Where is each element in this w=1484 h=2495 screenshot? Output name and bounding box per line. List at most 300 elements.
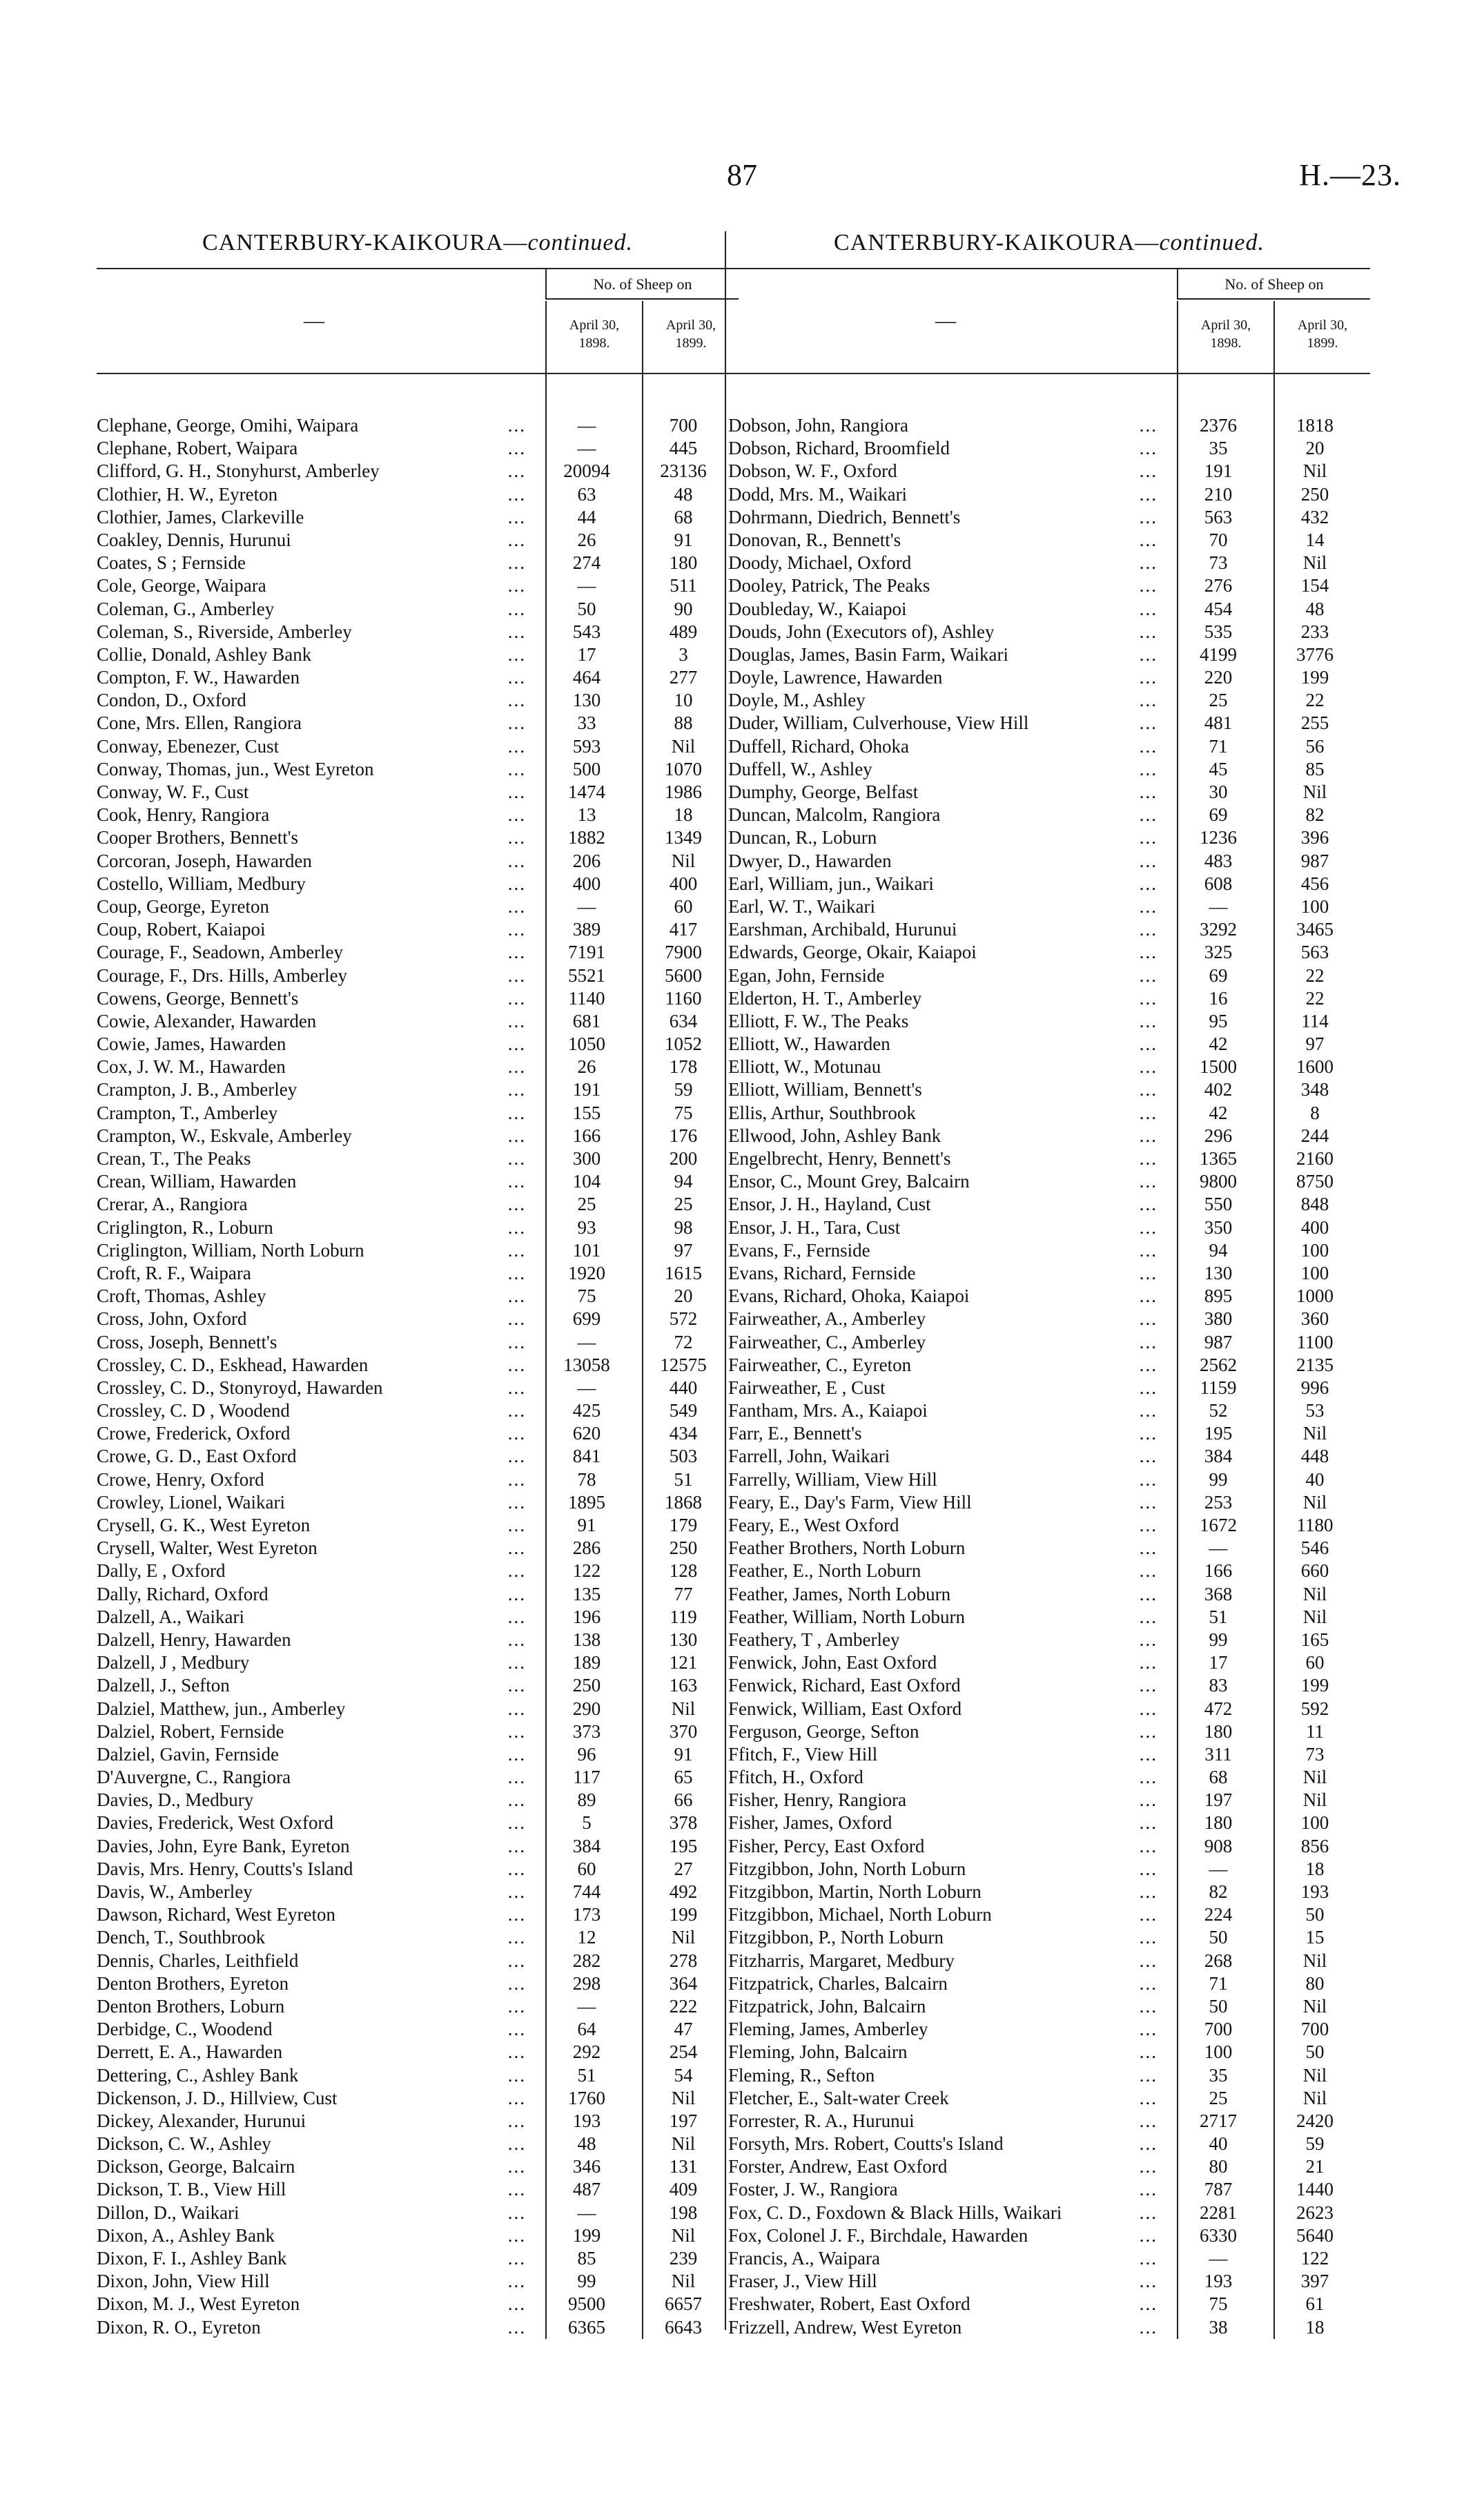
sheep-1899: 987	[1300, 850, 1329, 871]
sheep-1899: 448	[1300, 1446, 1329, 1467]
sheep-1899: 3	[678, 643, 688, 665]
owner-name: Dalziel, Gavin, Fernside ...	[97, 1743, 526, 1765]
sheep-1898: 96	[577, 1743, 596, 1765]
owner-name: Dalzell, J., Sefton ...	[97, 1675, 526, 1696]
sheep-1898: 908	[1204, 1835, 1233, 1856]
sheep-1898: 346	[572, 2156, 601, 2177]
owner-name: Fleming, John, Balcairn ...	[728, 2041, 1158, 2063]
sheep-1898: 94	[1209, 1239, 1228, 1261]
sheep-1898: —	[577, 438, 596, 459]
sheep-1898: 487	[572, 2179, 601, 2200]
sheep-1899: 163	[669, 1675, 698, 1696]
sheep-1899: 348	[1300, 1079, 1329, 1100]
sheep-1899: Nil	[1302, 781, 1327, 802]
sheep-1898: 787	[1204, 2179, 1233, 2200]
owner-name: Fleming, R., Sefton ...	[728, 2064, 1158, 2086]
sheep-1899: 546	[1300, 1537, 1329, 1559]
sheep-1898: 250	[572, 1675, 601, 1696]
sheep-1899: Nil	[671, 2271, 696, 2292]
sheep-1898: 5	[582, 1812, 592, 1834]
sheep-1898: 166	[1204, 1560, 1233, 1582]
sheep-1899: 5640	[1296, 2224, 1334, 2246]
owner-name: Dalziel, Robert, Fernside ...	[97, 1720, 526, 1742]
sheep-1898: 189	[572, 1652, 601, 1673]
owner-name: Fantham, Mrs. A., Kaiapoi ...	[728, 1400, 1158, 1421]
owner-name: Earl, William, jun., Waikari ...	[728, 873, 1158, 894]
sheep-1898: 25	[577, 1194, 596, 1215]
sheep-1898: —	[577, 575, 596, 596]
owner-name: Crossley, C. D., Stonyroyd, Hawarden ...	[97, 1377, 526, 1398]
sheep-1898: 60	[577, 1858, 596, 1879]
sheep-1899: 278	[669, 1950, 698, 1971]
sheep-1899: 121	[669, 1652, 698, 1673]
sheep-1899: 122	[1300, 2248, 1329, 2269]
sheep-1899: 3776	[1296, 643, 1334, 665]
sheep-1899: 409	[669, 2179, 698, 2200]
sheep-1899: 1615	[665, 1262, 702, 1283]
sheep-1899: 61	[1305, 2293, 1325, 2315]
sheep-1899: 2623	[1296, 2202, 1334, 2223]
sheep-1899: 80	[1305, 1972, 1325, 1994]
sheep-1898: —	[577, 415, 596, 436]
owner-name: Feathery, T , Amberley ...	[728, 1629, 1158, 1650]
sheep-1898: 35	[1209, 438, 1228, 459]
sheep-1898: 130	[1204, 1262, 1233, 1283]
sheep-1899: 131	[669, 2156, 698, 2177]
sheep-1899: 489	[669, 621, 698, 642]
sheep-1899: 250	[669, 1537, 698, 1559]
sheep-1898: 122	[572, 1560, 601, 1582]
sheep-1898: 50	[1209, 1927, 1228, 1948]
owner-name: Denton Brothers, Eyreton ...	[97, 1972, 526, 1994]
sheep-1898: 620	[572, 1423, 601, 1444]
sheep-1899: 440	[669, 1377, 698, 1398]
sheep-1899: 14	[1305, 529, 1325, 550]
sheep-1898: 104	[572, 1171, 601, 1192]
owner-name: Ensor, J. H., Tara, Cust ...	[728, 1216, 1158, 1238]
owner-name: Doyle, M., Ashley ...	[728, 690, 1158, 711]
sheep-1899: 2160	[1296, 1148, 1334, 1169]
sheep-1898: 50	[1209, 1995, 1228, 2017]
owner-name: Conway, Thomas, jun., West Eyreton ...	[97, 758, 526, 779]
sheep-1899: Nil	[1302, 1789, 1327, 1811]
sheep-1899: Nil	[1302, 460, 1327, 482]
owner-name: Edwards, George, Okair, Kaiapoi ...	[728, 942, 1158, 963]
name-column-header: —	[935, 309, 956, 332]
sheep-1898: 373	[572, 1720, 601, 1742]
sheep-1898: 500	[572, 758, 601, 779]
heading-continued: continued.	[1159, 230, 1265, 255]
sheep-1899: 56	[1305, 735, 1325, 757]
sheep-1898: 1760	[568, 2087, 605, 2108]
sheep-1899: 1440	[1296, 2179, 1334, 2200]
sheep-1899: 6657	[665, 2293, 702, 2315]
owner-name: Dooley, Patrick, The Peaks ...	[728, 575, 1158, 596]
sheep-1898: 206	[572, 850, 601, 871]
sheep-1898: 402	[1204, 1079, 1233, 1100]
owner-name: Fairweather, C., Amberley ...	[728, 1331, 1158, 1352]
sheep-1899: 250	[1300, 483, 1329, 505]
sheep-1898: 95	[1209, 1010, 1228, 1031]
sheep-1898: 99	[577, 2271, 596, 2292]
sheep-1899: 59	[1305, 2133, 1325, 2155]
sheep-1899: Nil	[671, 2087, 696, 2108]
heading-text: CANTERBURY-KAIKOURA—	[202, 230, 528, 255]
sheep-1898: 325	[1204, 942, 1233, 963]
sheep-1899: Nil	[671, 1927, 696, 1948]
sheep-1898: 38	[1209, 2316, 1228, 2338]
sheep-1898: —	[577, 1995, 596, 2017]
year-1899-header: April 30, 1899.	[642, 301, 739, 373]
owner-name: Crowley, Lionel, Waikari ...	[97, 1491, 526, 1513]
owner-name: Cross, Joseph, Bennett's ...	[97, 1331, 526, 1352]
owner-name: Feather Brothers, North Loburn ...	[728, 1537, 1158, 1559]
sheep-1899: 22	[1305, 690, 1325, 711]
sheep-1898: 48	[577, 2133, 596, 2155]
sheep-count-header: No. of Sheep on	[545, 269, 739, 300]
sheep-1898: 13	[577, 804, 596, 826]
sheep-1899: Nil	[1302, 1606, 1327, 1627]
sheep-1898: 26	[577, 1056, 596, 1078]
owner-name: Elliott, W., Hawarden ...	[728, 1033, 1158, 1055]
sheep-1899: Nil	[671, 735, 696, 757]
sheep-1899: 378	[669, 1812, 698, 1834]
owner-name: Ensor, C., Mount Grey, Balcairn ...	[728, 1171, 1158, 1192]
owner-name: Fitzpatrick, John, Balcairn ...	[728, 1995, 1158, 2017]
sheep-1899: 97	[674, 1239, 693, 1261]
sheep-1899: Nil	[1302, 1767, 1327, 1788]
sheep-1898: 173	[572, 1904, 601, 1925]
owner-name: Fitzgibbon, P., North Loburn ...	[728, 1927, 1158, 1948]
sheep-1899: 130	[669, 1629, 698, 1650]
owner-name: Earl, W. T., Waikari ...	[728, 895, 1158, 917]
owner-name: Dwyer, D., Hawarden ...	[728, 850, 1158, 871]
sheep-1899: 25	[674, 1194, 693, 1215]
sheep-1898: 91	[577, 1515, 596, 1535]
sheep-1898: 744	[572, 1881, 601, 1902]
sheep-1899: 48	[1305, 598, 1325, 619]
sheep-1899: Nil	[1302, 1950, 1327, 1971]
sheep-1898: 1050	[568, 1033, 605, 1055]
owner-name: Elliott, William, Bennett's ...	[728, 1079, 1158, 1100]
owner-name: Forsyth, Mrs. Robert, Coutts's Island ...	[728, 2133, 1158, 2155]
owner-name: Dixon, R. O., Eyreton ...	[97, 2316, 526, 2338]
sheep-1899: 432	[1300, 506, 1329, 527]
owner-name: Dickenson, J. D., Hillview, Cust ...	[97, 2087, 526, 2108]
sheep-1898: 1920	[568, 1262, 605, 1283]
sheep-1898: 99	[1209, 1468, 1228, 1490]
owner-name: Conway, W. F., Cust ...	[97, 781, 526, 802]
sheep-1898: 130	[572, 690, 601, 711]
document-reference: H.—23.	[1299, 158, 1401, 192]
owner-name: Croft, R. F., Waipara ...	[97, 1262, 526, 1283]
sheep-1899: 233	[1300, 621, 1329, 642]
owner-name: Cook, Henry, Rangiora ...	[97, 804, 526, 826]
owner-name: Elliott, W., Motunau ...	[728, 1056, 1158, 1078]
sheep-1899: 60	[1305, 1652, 1325, 1673]
owner-name: Dobson, John, Rangiora ...	[728, 415, 1158, 436]
owner-name: Farr, E., Bennett's ...	[728, 1423, 1158, 1444]
sheep-1899: 700	[1300, 2019, 1329, 2040]
sheep-1898: 25	[1209, 2087, 1228, 2108]
sheep-1899: 1160	[665, 987, 702, 1009]
owner-name: Cone, Mrs. Ellen, Rangiora ...	[97, 712, 526, 734]
sheep-1899: 592	[1300, 1698, 1329, 1719]
sheep-1899: 7900	[665, 942, 702, 963]
owner-name: Dalzell, J , Medbury ...	[97, 1652, 526, 1673]
owner-name: Fitzharris, Margaret, Medbury ...	[728, 1950, 1158, 1971]
sheep-1898: 535	[1204, 621, 1233, 642]
sheep-1899: Nil	[1302, 1423, 1327, 1444]
owner-name: Dalziel, Matthew, jun., Amberley ...	[97, 1698, 526, 1719]
owner-name: Crampton, T., Amberley ...	[97, 1102, 526, 1123]
sheep-1899: 2420	[1296, 2110, 1334, 2131]
owner-name: Dixon, F. I., Ashley Bank ...	[97, 2248, 526, 2269]
sheep-1898: 30	[1209, 781, 1228, 802]
owner-name: Fairweather, A., Amberley ...	[728, 1308, 1158, 1330]
owner-name: Engelbrecht, Henry, Bennett's ...	[728, 1148, 1158, 1169]
sheep-1899: 700	[669, 415, 698, 436]
sheep-1898: 50	[577, 598, 596, 619]
sheep-1899: 195	[669, 1835, 698, 1856]
sheep-1899: 53	[1305, 1400, 1325, 1421]
owner-name: Fox, Colonel J. F., Birchdale, Hawarden ...	[728, 2224, 1158, 2246]
sheep-1899: 445	[669, 438, 698, 459]
owner-name: Coup, Robert, Kaiapoi ...	[97, 919, 526, 940]
owner-name: Courage, F., Drs. Hills, Amberley ...	[97, 964, 526, 986]
sheep-1898: 1474	[568, 781, 605, 802]
sheep-1898: 20094	[563, 460, 610, 482]
owner-name: Ellwood, John, Ashley Bank ...	[728, 1125, 1158, 1146]
owner-name: Cowie, James, Hawarden ...	[97, 1033, 526, 1055]
owner-name: Dally, Richard, Oxford ...	[97, 1583, 526, 1604]
sheep-1899: 60	[674, 895, 693, 917]
sheep-1899: 848	[1300, 1194, 1329, 1215]
sheep-1898: 6330	[1200, 2224, 1237, 2246]
sheep-1899: 1986	[665, 781, 702, 802]
sheep-1899: 22	[1305, 987, 1325, 1009]
sheep-1899: 88	[674, 712, 693, 734]
sheep-1898: 33	[577, 712, 596, 734]
sheep-1898: —	[577, 2202, 596, 2223]
owner-name: D'Auvergne, C., Rangiora ...	[97, 1767, 526, 1788]
sheep-1899: 179	[669, 1515, 698, 1535]
owner-name: Crossley, C. D , Woodend ...	[97, 1400, 526, 1421]
sheep-1898: 210	[1204, 483, 1233, 505]
sheep-1898: 841	[572, 1446, 601, 1467]
sheep-1898: —	[1209, 2248, 1228, 2269]
sheep-1899: 244	[1300, 1125, 1329, 1146]
owner-name: Dumphy, George, Belfast ...	[728, 781, 1158, 802]
owner-name: Corcoran, Joseph, Hawarden ...	[97, 850, 526, 871]
owner-name: Conway, Ebenezer, Cust ...	[97, 735, 526, 757]
owner-name: Coleman, G., Amberley ...	[97, 598, 526, 619]
sheep-1898: 7191	[568, 942, 605, 963]
sheep-1898: —	[1209, 895, 1228, 917]
sheep-1898: 138	[572, 1629, 601, 1650]
sheep-1899: 511	[670, 575, 697, 596]
sheep-1898: 9500	[568, 2293, 605, 2315]
sheep-1899: 2135	[1296, 1354, 1334, 1375]
sheep-1899: 856	[1300, 1835, 1329, 1856]
sheep-1898: 5521	[568, 964, 605, 986]
owner-name: Feather, James, North Loburn ...	[728, 1583, 1158, 1604]
sheep-1898: 40	[1209, 2133, 1228, 2155]
sheep-1898: 75	[1209, 2293, 1228, 2315]
sheep-1898: 608	[1204, 873, 1233, 894]
sheep-1898: —	[577, 1377, 596, 1398]
sheep-1898: 135	[572, 1583, 601, 1604]
sheep-1899: 5600	[665, 964, 702, 986]
sheep-1898: 425	[572, 1400, 601, 1421]
left-column	[97, 228, 739, 2339]
sheep-1899: 97	[1305, 1033, 1325, 1055]
sheep-1898: 274	[572, 552, 601, 574]
owner-name: Crossley, C. D., Eskhead, Hawarden ...	[97, 1354, 526, 1375]
owner-name: Frizzell, Andrew, West Eyreton ...	[728, 2316, 1158, 2338]
year-1898-header: April 30, 1898.	[545, 301, 642, 373]
sheep-1899: 91	[674, 529, 693, 550]
owner-name: Fitzgibbon, Michael, North Loburn ...	[728, 1904, 1158, 1925]
sheep-1898: 276	[1204, 575, 1233, 596]
sheep-1899: 66	[674, 1789, 693, 1811]
sheep-1899: 396	[1300, 827, 1329, 848]
sheep-1899: Nil	[671, 2133, 696, 2155]
sheep-1899: 198	[669, 2202, 698, 2223]
owner-name: Fraser, J., View Hill ...	[728, 2271, 1158, 2292]
owner-name: Doyle, Lawrence, Hawarden ...	[728, 667, 1158, 688]
owner-name: Dennis, Charles, Leithfield ...	[97, 1950, 526, 1971]
sheep-1899: Nil	[671, 1698, 696, 1719]
sheep-1899: 492	[669, 1881, 698, 1902]
sheep-1898: 389	[572, 919, 601, 940]
sheep-1899: 364	[669, 1972, 698, 1994]
sheep-1898: 191	[1204, 460, 1233, 482]
owner-name: Criglington, R., Loburn ...	[97, 1216, 526, 1238]
sheep-1899: 75	[674, 1102, 693, 1123]
name-column-header: —	[304, 309, 324, 332]
sheep-1899: 47	[674, 2019, 693, 2040]
sheep-1899: 222	[669, 1995, 698, 2017]
sheep-1899: 397	[1300, 2271, 1329, 2292]
sheep-1899: 1052	[665, 1033, 702, 1055]
sheep-1898: 253	[1204, 1491, 1233, 1513]
owner-name: Donovan, R., Bennett's ...	[728, 529, 1158, 550]
sheep-1899: 27	[674, 1858, 693, 1879]
sheep-1898: 563	[1204, 506, 1233, 527]
owner-name: Dawson, Richard, West Eyreton ...	[97, 1904, 526, 1925]
sheep-1898: 368	[1204, 1583, 1233, 1604]
sheep-1899: 563	[1300, 942, 1329, 963]
sheep-1898: 700	[1204, 2019, 1233, 2040]
owner-name: Duncan, Malcolm, Rangiora ...	[728, 804, 1158, 826]
owner-name: Coup, George, Eyreton ...	[97, 895, 526, 917]
sheep-1899: 54	[674, 2064, 693, 2086]
sheep-1898: 199	[572, 2224, 601, 2246]
sheep-1898: 1159	[1200, 1377, 1237, 1398]
sheep-1899: 50	[1305, 1904, 1325, 1925]
sheep-1898: 16	[1209, 987, 1228, 1009]
owner-name: Crampton, W., Eskvale, Amberley ...	[97, 1125, 526, 1146]
sheep-1898: 71	[1209, 1972, 1228, 1994]
sheep-1898: 9800	[1200, 1171, 1237, 1192]
sheep-1898: 196	[572, 1606, 601, 1627]
sheep-1898: 85	[577, 2248, 596, 2269]
sheep-1899: 50	[1305, 2041, 1325, 2063]
sheep-1899: 1070	[665, 758, 702, 779]
owner-name: Doubleday, W., Kaiapoi ...	[728, 598, 1158, 619]
owner-name: Fisher, Percy, East Oxford ...	[728, 1835, 1158, 1856]
owner-name: Costello, William, Medbury ...	[97, 873, 526, 894]
sheep-1899: 15	[1305, 1927, 1325, 1948]
sheep-1899: 100	[1300, 1812, 1329, 1834]
sheep-1898: 13058	[563, 1354, 610, 1375]
sheep-1898: 17	[577, 643, 596, 665]
sheep-1899: 20	[674, 1285, 693, 1307]
owner-name: Dodd, Mrs. M., Waikari ...	[728, 483, 1158, 505]
sheep-1898: 35	[1209, 2064, 1228, 2086]
sheep-1898: 1236	[1200, 827, 1237, 848]
sheep-1899: 200	[669, 1148, 698, 1169]
sheep-1898: 3292	[1200, 919, 1237, 940]
sheep-1898: 193	[1204, 2271, 1233, 2292]
sheep-1898: 69	[1209, 804, 1228, 826]
sheep-1899: 254	[669, 2041, 698, 2063]
owner-name: Dally, E , Oxford ...	[97, 1560, 526, 1582]
owner-name: Derbidge, C., Woodend ...	[97, 2019, 526, 2040]
sheep-1899: 51	[674, 1468, 693, 1490]
owner-name: Clothier, H. W., Eyreton ...	[97, 483, 526, 505]
sheep-1898: 464	[572, 667, 601, 688]
owner-name: Dickson, T. B., View Hill ...	[97, 2179, 526, 2200]
owner-name: Feary, E., Day's Farm, View Hill ...	[728, 1491, 1158, 1513]
sheep-1899: 1180	[1296, 1515, 1334, 1535]
sheep-1899: 18	[674, 804, 693, 826]
sheep-1899: 85	[1305, 758, 1325, 779]
sheep-1899: 199	[669, 1904, 698, 1925]
sheep-1899: 20	[1305, 438, 1325, 459]
sheep-1898: 300	[572, 1148, 601, 1169]
sheep-1898: 1672	[1200, 1515, 1237, 1535]
sheep-1898: 12	[577, 1927, 596, 1948]
sheep-1898: 483	[1204, 850, 1233, 871]
owner-name: Coleman, S., Riverside, Amberley ...	[97, 621, 526, 642]
heading-text: CANTERBURY-KAIKOURA—	[833, 230, 1160, 255]
sheep-1899: 1600	[1296, 1056, 1334, 1078]
table-body	[728, 374, 1370, 2339]
sheep-1899: 255	[1300, 712, 1329, 734]
sheep-1898: 51	[577, 2064, 596, 2086]
sheep-1899: 72	[674, 1331, 693, 1352]
sheep-1899: 400	[669, 873, 698, 894]
sheep-1899: 65	[674, 1767, 693, 1788]
sheep-1898: 296	[1204, 1125, 1233, 1146]
owner-name: Dickson, C. W., Ashley ...	[97, 2133, 526, 2155]
sheep-1898: 384	[1204, 1446, 1233, 1467]
sheep-1899: 360	[1300, 1308, 1329, 1330]
owner-name: Crampton, J. B., Amberley ...	[97, 1079, 526, 1100]
sheep-1898: 83	[1209, 1675, 1228, 1696]
sheep-1899: Nil	[1302, 552, 1327, 574]
owner-name: Dickson, George, Balcairn ...	[97, 2156, 526, 2177]
owner-name: Fenwick, John, East Oxford ...	[728, 1652, 1158, 1673]
sheep-1898: 268	[1204, 1950, 1233, 1971]
owner-name: Crean, William, Hawarden ...	[97, 1171, 526, 1192]
sheep-1899: 68	[674, 506, 693, 527]
sheep-1898: 681	[572, 1010, 601, 1031]
owner-name: Davis, Mrs. Henry, Coutts's Island ...	[97, 1858, 526, 1879]
sheep-1898: 78	[577, 1468, 596, 1490]
